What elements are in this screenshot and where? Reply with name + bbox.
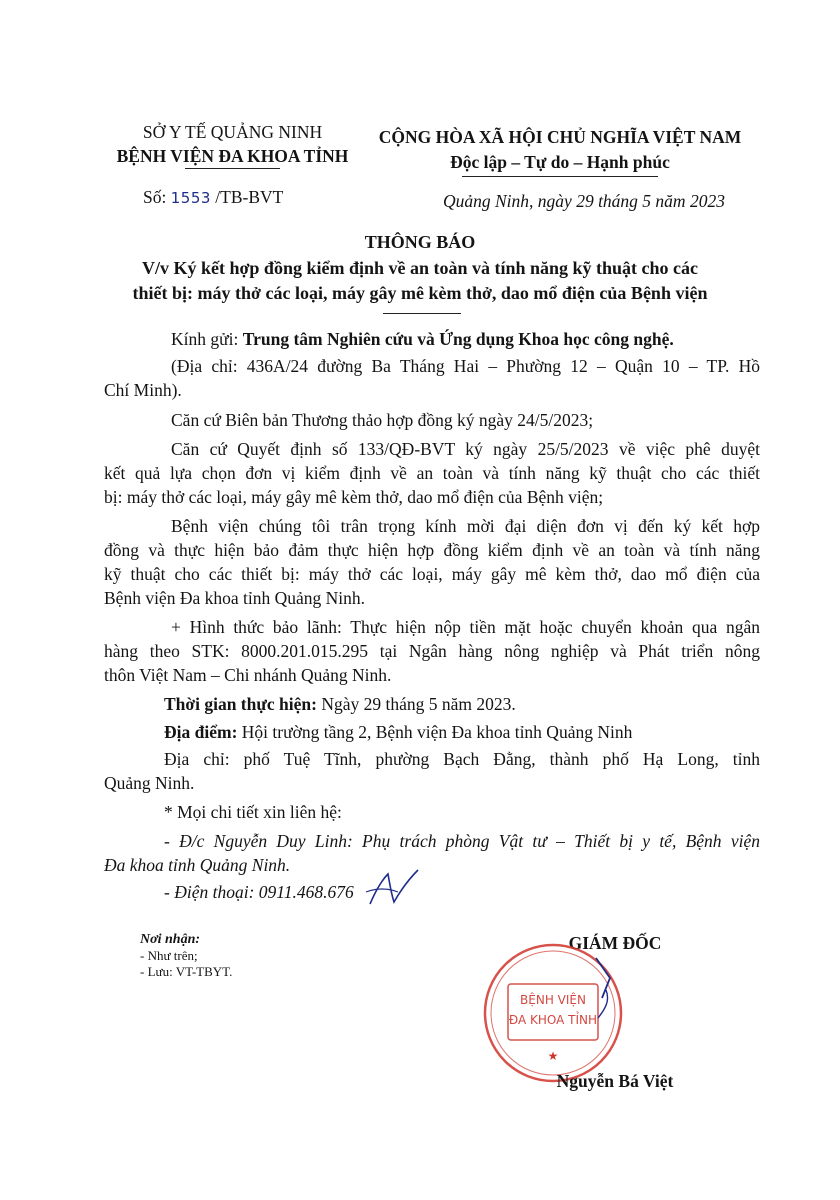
execution-time-label: Thời gian thực hiện: (164, 694, 317, 714)
legal-basis-2-line1: Căn cứ Quyết định số 133/QĐ-BVT ký ngày 25/5/2023 về việc phê duyệt (171, 439, 760, 459)
recipient-item: - Như trên; (140, 948, 198, 963)
issuer-parent-agency: SỞ Y TẾ QUẢNG NINH (142, 122, 323, 142)
title-underline (383, 313, 461, 314)
seal-text-line1: BỆNH VIỆN (520, 993, 586, 1007)
signer-name: Nguyễn Bá Việt (556, 1071, 674, 1091)
guarantee-line1: + Hình thức bảo lãnh: Thực hiện nộp tiền mặt hoặc chuyển khoản qua ngân (171, 617, 760, 637)
legal-basis-2-line3: bị: máy thở các loại, máy gây mê kèm thở, dao mổ điện của Bệnh viện; (104, 487, 604, 507)
document-subject-line2: thiết bị: máy thở các loại, máy gây mê kèm thở, dao mổ điện của Bệnh viện (132, 283, 708, 303)
document-number-handwritten: 1553 (170, 189, 211, 207)
greeting-recipient: Trung tâm Nghiên cứu và Ứng dụng Khoa học công nghệ. (242, 329, 674, 349)
recipient-address-line1: (Địa chỉ: 436A/24 đường Ba Tháng Hai – Phường 12 – Quận 10 – TP. Hồ (171, 356, 760, 376)
issuer-underline (185, 168, 280, 169)
document-title: THÔNG BÁO (364, 232, 476, 252)
document-number (143, 187, 283, 208)
issuer-hospital-name: BỆNH VIỆN ĐA KHOA TỈNH (116, 146, 349, 166)
contact-heading: * Mọi chi tiết xin liên hệ: (164, 802, 342, 822)
invitation-line3: kỹ thuật cho các thiết bị: máy thở các loại, máy gây mê kèm thở, dao mổ điện của (104, 564, 760, 584)
guarantee-line3: thôn Việt Nam – Chi nhánh Quảng Ninh. (104, 665, 392, 685)
execution-time-value: Ngày 29 tháng 5 năm 2023. (321, 694, 516, 714)
recipients-block (140, 932, 232, 980)
venue-value: Hội trường tầng 2, Bệnh viện Đa khoa tỉnh Quảng Ninh (241, 722, 633, 742)
national-motto: Độc lập – Tự do – Hạnh phúc (450, 152, 670, 172)
invitation-line2: đồng và thực hiện bảo đảm thực hiện hợp đồng kiểm định về an toàn và tính năng (104, 540, 760, 560)
greeting-label: Kính gửi: (171, 329, 239, 349)
initials-mark (362, 866, 422, 910)
guarantee-line2: hàng theo STK: 8000.201.015.295 tại Ngân hàng nông nghiệp và Phát triển nông (104, 641, 760, 661)
svg-text:★: ★ (547, 1049, 559, 1063)
document-number-prefix: Số: (143, 187, 167, 207)
venue-address-line1: Địa chỉ: phố Tuệ Tĩnh, phường Bạch Đằng, thành phố Hạ Long, tỉnh (164, 749, 760, 769)
document-subject-line1: V/v Ký kết hợp đồng kiểm định về an toàn và tính năng kỹ thuật cho các (141, 258, 699, 278)
national-name: CỘNG HÒA XÃ HỘI CHỦ NGHĨA VIỆT NAM (378, 127, 742, 147)
venue (164, 722, 632, 743)
contact-person-line1: - Đ/c Nguyễn Duy Linh: Phụ trách phòng Vật tư – Thiết bị y tế, Bệnh viện (164, 831, 760, 851)
recipient-item: - Lưu: VT-TBYT. (140, 964, 233, 979)
greeting (171, 329, 674, 350)
contact-phone: - Điện thoại: 0911.468.676 (164, 882, 354, 902)
national-motto-block (355, 125, 765, 175)
legal-basis-1: Căn cứ Biên bản Thương thảo hợp đồng ký ngày 24/5/2023; (171, 410, 594, 430)
recipients-heading: Nơi nhận: (140, 932, 201, 947)
seal-text (508, 990, 598, 1030)
recipient-address-line2: Chí Minh). (104, 380, 182, 400)
venue-label: Địa điểm: (164, 722, 238, 742)
place-date: Quảng Ninh, ngày 29 tháng 5 năm 2023 (443, 191, 725, 211)
execution-time (164, 694, 516, 715)
venue-address-line2: Quảng Ninh. (104, 773, 195, 793)
motto-underline (462, 176, 658, 177)
invitation-line1: Bệnh viện chúng tôi trân trọng kính mời đại diện đơn vị đến ký kết hợp (171, 516, 760, 536)
seal-text-line2: ĐA KHOA TỈNH (508, 1013, 598, 1027)
signer-title: GIÁM ĐỐC (568, 933, 662, 953)
issuer-block (100, 120, 365, 168)
document-number-suffix: /TB-BVT (215, 187, 284, 207)
official-seal (478, 938, 628, 1088)
contact-person-line2: Đa khoa tỉnh Quảng Ninh. (104, 855, 291, 875)
invitation-line4: Bệnh viện Đa khoa tỉnh Quảng Ninh. (104, 588, 365, 608)
legal-basis-2-line2: kết quả lựa chọn đơn vị kiểm định về an toàn và tính năng kỹ thuật cho các thiết (104, 463, 760, 483)
